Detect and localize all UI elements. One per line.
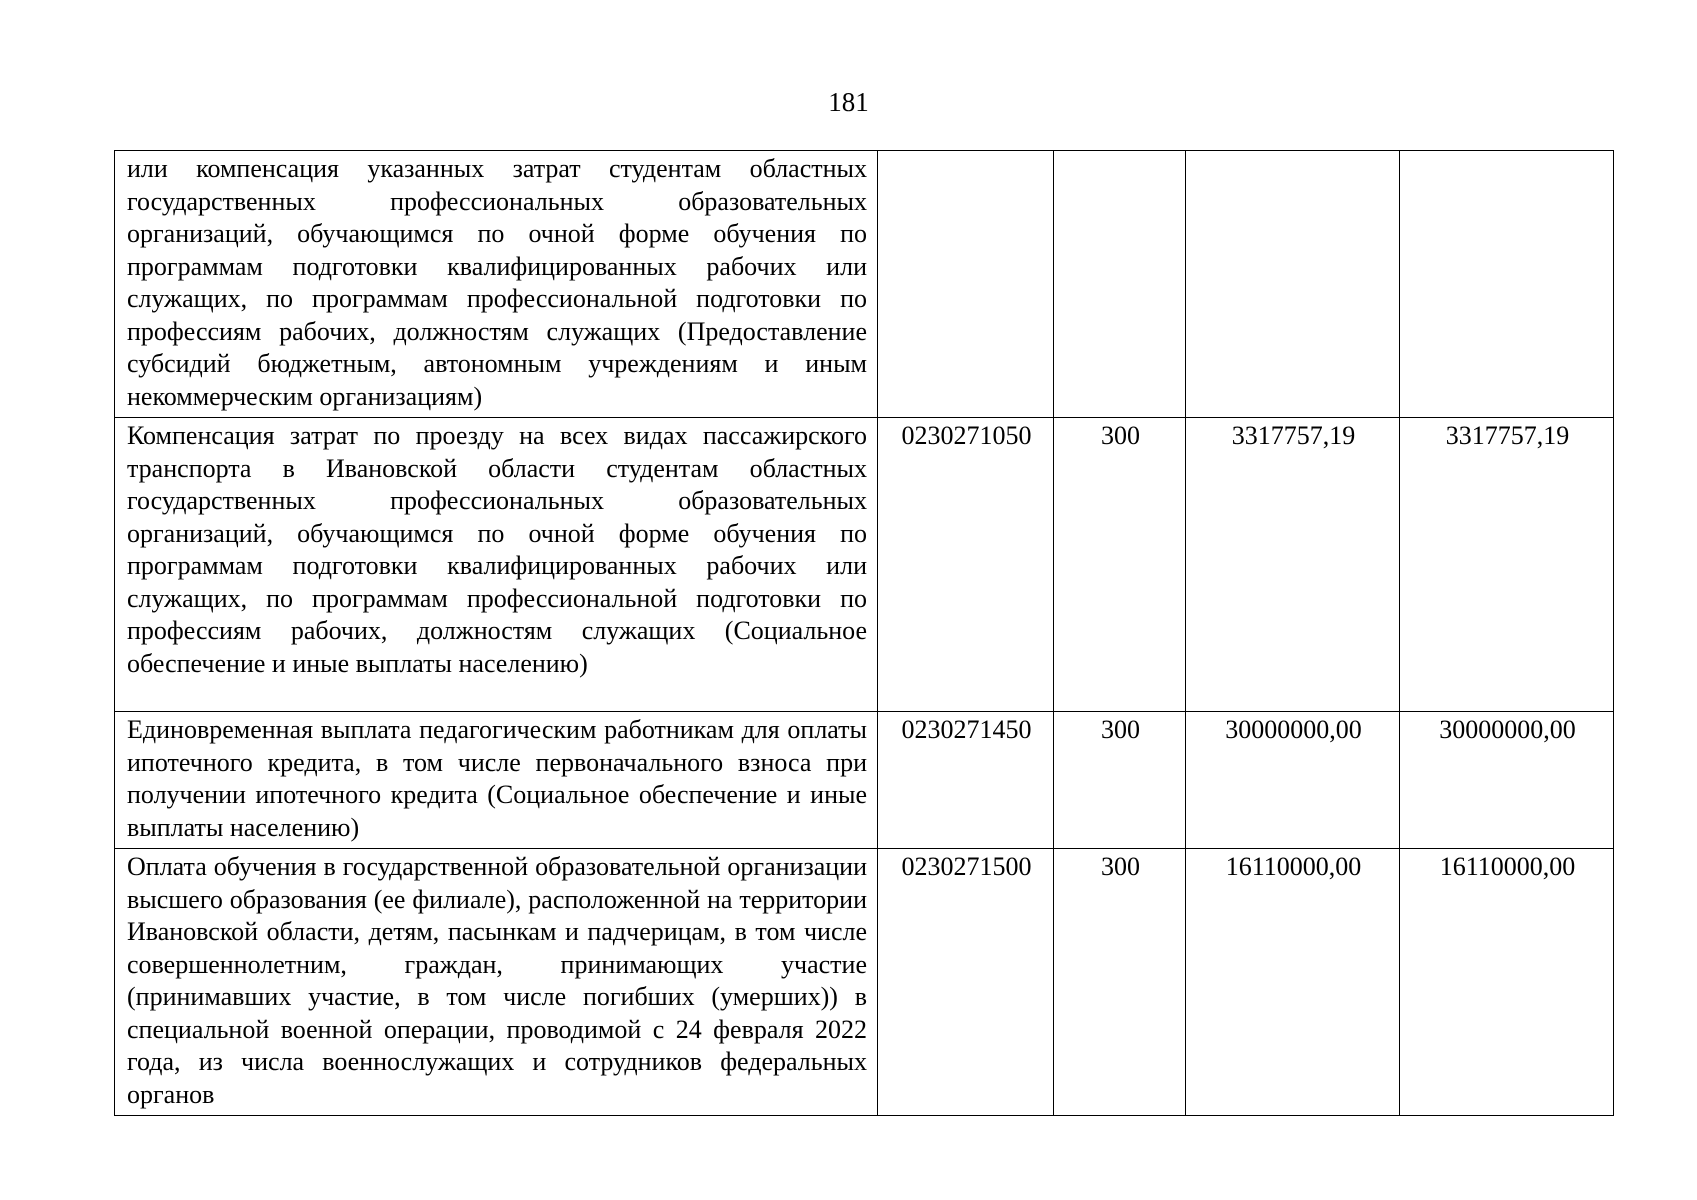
row-amount-2: 3317757,19 — [1400, 418, 1614, 712]
row-target-code — [878, 151, 1054, 418]
row-description: Компенсация затрат по проезду на всех видах пассажирского транспорта в Ивановской области студентам областных государственных профессиональных образовательных организаций, обучающимся по очной форме обучения по программам подготовки квалифицированных рабочих или служащих, по программам профессиональной подготовки по профессиям рабочих, должностям служащих (Социальное обеспечение и иные выплаты населению) — [115, 418, 878, 712]
row-amount-2: 30000000,00 — [1400, 712, 1614, 849]
row-amount-2: 16110000,00 — [1400, 849, 1614, 1116]
row-amount-1 — [1186, 151, 1400, 418]
row-expense-type: 300 — [1054, 849, 1186, 1116]
row-description: Единовременная выплата педагогическим работникам для оплаты ипотечного кредита, в том числе первоначального взноса при получении ипотечного кредита (Социальное обеспечение и иные выплаты населению) — [115, 712, 878, 849]
row-amount-2 — [1400, 151, 1614, 418]
row-target-code: 0230271050 — [878, 418, 1054, 712]
row-amount-1: 30000000,00 — [1186, 712, 1400, 849]
table-row — [115, 418, 1614, 712]
row-amount-1: 3317757,19 — [1186, 418, 1400, 712]
page-number: 181 — [828, 87, 869, 117]
row-amount-1: 16110000,00 — [1186, 849, 1400, 1116]
row-description: или компенсация указанных затрат студентам областных государственных профессиональных образовательных организаций, обучающимся по очной форме обучения по программам подготовки квалифицированных рабочих или служащих, по программам профессиональной подготовки по профессиям рабочих, должностям служащих (Предоставление субсидий бюджетным, автономным учреждениям и иным некоммерческим организациям) — [115, 151, 878, 418]
budget-table — [114, 150, 1614, 1116]
table-row — [115, 151, 1614, 418]
row-target-code: 0230271500 — [878, 849, 1054, 1116]
row-target-code: 0230271450 — [878, 712, 1054, 849]
row-expense-type: 300 — [1054, 418, 1186, 712]
table-row — [115, 712, 1614, 849]
row-expense-type — [1054, 151, 1186, 418]
row-description: Оплата обучения в государственной образовательной организации высшего образования (ее филиале), расположенной на территории Ивановской области, детям, пасынкам и падчерицам, в том числе совершеннолетним, граждан, принимающих участие (принимавших участие, в том числе погибших (умерших)) в специальной военной операции, проводимой с 24 февраля 2022 года, из числа военнослужащих и сотрудников федеральных органов — [115, 849, 878, 1116]
row-expense-type: 300 — [1054, 712, 1186, 849]
table-row — [115, 849, 1614, 1116]
